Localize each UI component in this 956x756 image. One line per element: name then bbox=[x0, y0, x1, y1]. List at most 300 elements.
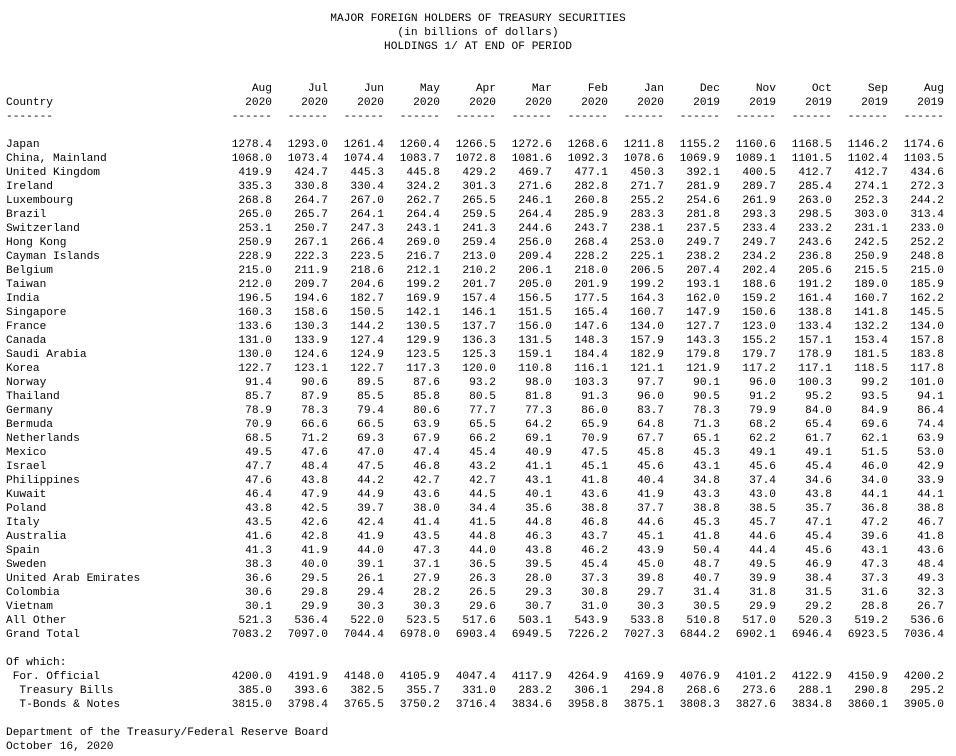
holding-value: 264.1 bbox=[350, 209, 384, 221]
holding-value: 43.1 bbox=[693, 461, 720, 473]
holding-value: 146.1 bbox=[462, 307, 496, 319]
holding-value: 385.0 bbox=[238, 685, 272, 697]
holding-value: 39.9 bbox=[749, 573, 776, 585]
holding-value: 30.5 bbox=[693, 601, 720, 613]
holding-value: 138.8 bbox=[798, 307, 832, 319]
holding-value: 43.8 bbox=[245, 503, 272, 515]
holding-value: 160.7 bbox=[630, 307, 664, 319]
holding-value: 40.0 bbox=[301, 559, 328, 571]
holding-value: 30.6 bbox=[245, 587, 272, 599]
country-name: Vietnam bbox=[6, 601, 53, 613]
holding-value: 123.5 bbox=[406, 349, 440, 361]
holding-value: 30.3 bbox=[357, 601, 384, 613]
holding-value: 97.7 bbox=[637, 377, 664, 389]
holding-value: 45.3 bbox=[693, 447, 720, 459]
holding-value: 45.8 bbox=[637, 447, 664, 459]
table-row bbox=[0, 558, 956, 572]
holding-value: 45.6 bbox=[749, 461, 776, 473]
holding-value: 45.1 bbox=[581, 461, 608, 473]
holding-value: 157.8 bbox=[910, 335, 944, 347]
holding-value: 46.8 bbox=[581, 517, 608, 529]
holding-value: 66.5 bbox=[357, 419, 384, 431]
holding-value: 303.0 bbox=[854, 209, 888, 221]
holding-value: 189.0 bbox=[854, 279, 888, 291]
holding-value: 132.2 bbox=[854, 321, 888, 333]
table-row bbox=[0, 600, 956, 614]
holding-value: 34.6 bbox=[805, 475, 832, 487]
table-row bbox=[0, 292, 956, 306]
holding-value: 260.8 bbox=[574, 195, 608, 207]
holding-value: 85.8 bbox=[413, 391, 440, 403]
holding-value: 6949.5 bbox=[511, 629, 552, 641]
holding-value: 30.3 bbox=[637, 601, 664, 613]
period-header-underline: ------ bbox=[847, 111, 888, 123]
holding-value: 4200.0 bbox=[231, 671, 272, 683]
holding-value: 90.5 bbox=[693, 391, 720, 403]
holding-value: 142.1 bbox=[406, 307, 440, 319]
holding-value: 188.6 bbox=[742, 279, 776, 291]
holding-value: 74.4 bbox=[917, 419, 944, 431]
table-row bbox=[0, 362, 956, 376]
holding-value: 38.8 bbox=[693, 503, 720, 515]
holding-value: 3827.6 bbox=[735, 699, 776, 711]
holding-value: 250.7 bbox=[294, 223, 328, 235]
holding-value: 254.6 bbox=[686, 195, 720, 207]
holding-value: 283.3 bbox=[630, 209, 664, 221]
holding-value: 264.4 bbox=[406, 209, 440, 221]
holding-value: 247.3 bbox=[350, 223, 384, 235]
holding-value: 249.7 bbox=[742, 237, 776, 249]
holding-value: 289.7 bbox=[742, 181, 776, 193]
holding-value: 429.2 bbox=[462, 167, 496, 179]
holding-value: 87.9 bbox=[301, 391, 328, 403]
holding-value: 210.2 bbox=[462, 265, 496, 277]
table-row bbox=[0, 166, 956, 180]
holding-value: 91.3 bbox=[581, 391, 608, 403]
holding-value: 117.8 bbox=[910, 363, 944, 375]
holding-value: 49.1 bbox=[805, 447, 832, 459]
sub-row-label: For. Official bbox=[6, 671, 100, 683]
holding-value: 222.3 bbox=[294, 251, 328, 263]
holding-value: 29.8 bbox=[301, 587, 328, 599]
holding-value: 69.1 bbox=[525, 433, 552, 445]
period-header-underline: ------ bbox=[903, 111, 944, 123]
holding-value: 393.6 bbox=[294, 685, 328, 697]
table-row bbox=[0, 572, 956, 586]
holding-value: 47.4 bbox=[413, 447, 440, 459]
holding-value: 213.0 bbox=[462, 251, 496, 263]
period-header-underline: ------ bbox=[623, 111, 664, 123]
holding-value: 269.0 bbox=[406, 237, 440, 249]
holding-value: 143.3 bbox=[686, 335, 720, 347]
holding-value: 68.5 bbox=[245, 433, 272, 445]
country-name: Philippines bbox=[6, 475, 80, 487]
country-name: Netherlands bbox=[6, 433, 80, 445]
holding-value: 67.7 bbox=[637, 433, 664, 445]
holding-value: 41.9 bbox=[637, 489, 664, 501]
holding-value: 90.6 bbox=[301, 377, 328, 389]
period-year-header: 2019 bbox=[749, 97, 776, 109]
holding-value: 67.9 bbox=[413, 433, 440, 445]
holding-value: 253.1 bbox=[238, 223, 272, 235]
table-row bbox=[0, 446, 956, 460]
holding-value: 331.0 bbox=[462, 685, 496, 697]
holding-value: 306.1 bbox=[574, 685, 608, 697]
holding-value: 236.8 bbox=[798, 251, 832, 263]
holding-value: 96.0 bbox=[749, 377, 776, 389]
holding-value: 44.8 bbox=[469, 531, 496, 543]
holding-value: 53.0 bbox=[917, 447, 944, 459]
holding-value: 419.9 bbox=[238, 167, 272, 179]
holding-value: 30.3 bbox=[413, 601, 440, 613]
holding-value: 36.8 bbox=[861, 503, 888, 515]
holding-value: 517.6 bbox=[462, 615, 496, 627]
holding-value: 69.3 bbox=[357, 433, 384, 445]
holding-value: 40.9 bbox=[525, 447, 552, 459]
holding-value: 137.7 bbox=[462, 321, 496, 333]
table-row bbox=[0, 376, 956, 390]
country-name: Sweden bbox=[6, 559, 47, 571]
holding-value: 125.3 bbox=[462, 349, 496, 361]
holding-value: 31.8 bbox=[749, 587, 776, 599]
holding-value: 66.2 bbox=[469, 433, 496, 445]
holding-value: 262.7 bbox=[406, 195, 440, 207]
holding-value: 47.3 bbox=[413, 545, 440, 557]
holding-value: 238.2 bbox=[686, 251, 720, 263]
holding-value: 131.0 bbox=[238, 335, 272, 347]
country-name: Germany bbox=[6, 405, 53, 417]
holding-value: 46.4 bbox=[245, 489, 272, 501]
holding-value: 150.5 bbox=[350, 307, 384, 319]
holding-value: 79.4 bbox=[357, 405, 384, 417]
holding-value: 77.3 bbox=[525, 405, 552, 417]
table-row bbox=[0, 502, 956, 516]
holding-value: 212.0 bbox=[238, 279, 272, 291]
holding-value: 1293.0 bbox=[287, 139, 328, 151]
holding-value: 313.4 bbox=[910, 209, 944, 221]
holding-value: 65.4 bbox=[805, 419, 832, 431]
holding-value: 264.4 bbox=[518, 209, 552, 221]
holding-value: 4122.9 bbox=[791, 671, 832, 683]
holding-value: 162.0 bbox=[686, 293, 720, 305]
period-month-header: Sep bbox=[867, 83, 888, 95]
country-name: Mexico bbox=[6, 447, 47, 459]
holding-value: 218.0 bbox=[574, 265, 608, 277]
holding-value: 84.9 bbox=[861, 405, 888, 417]
holding-value: 225.1 bbox=[630, 251, 664, 263]
holding-value: 33.9 bbox=[917, 475, 944, 487]
holding-value: 201.9 bbox=[574, 279, 608, 291]
holding-value: 39.5 bbox=[525, 559, 552, 571]
holding-value: 1155.2 bbox=[679, 139, 720, 151]
period-header-underline: ------ bbox=[567, 111, 608, 123]
holding-value: 26.1 bbox=[357, 573, 384, 585]
country-name: Cayman Islands bbox=[6, 251, 100, 263]
holding-value: 48.4 bbox=[917, 559, 944, 571]
period-year-header: 2019 bbox=[805, 97, 832, 109]
holding-value: 28.2 bbox=[413, 587, 440, 599]
holding-value: 46.0 bbox=[861, 461, 888, 473]
holding-value: 164.3 bbox=[630, 293, 664, 305]
holding-value: 46.3 bbox=[525, 531, 552, 543]
holding-value: 99.2 bbox=[861, 377, 888, 389]
holding-value: 477.1 bbox=[574, 167, 608, 179]
period-header-underline: ------ bbox=[511, 111, 552, 123]
holding-value: 77.7 bbox=[469, 405, 496, 417]
holding-value: 536.4 bbox=[294, 615, 328, 627]
holding-value: 84.0 bbox=[805, 405, 832, 417]
holding-value: 521.3 bbox=[238, 615, 272, 627]
period-month-header: Jul bbox=[307, 83, 328, 95]
period-year-header: 2020 bbox=[581, 97, 608, 109]
holding-value: 153.4 bbox=[854, 335, 888, 347]
holding-value: 177.5 bbox=[574, 293, 608, 305]
holding-value: 6923.5 bbox=[847, 629, 888, 641]
holding-value: 6903.4 bbox=[455, 629, 496, 641]
holding-value: 121.9 bbox=[686, 363, 720, 375]
period-month-header: Aug bbox=[923, 83, 944, 95]
holding-value: 44.9 bbox=[357, 489, 384, 501]
holding-value: 1272.6 bbox=[511, 139, 552, 151]
holding-value: 31.4 bbox=[693, 587, 720, 599]
holding-value: 26.7 bbox=[917, 601, 944, 613]
country-name: Italy bbox=[6, 517, 40, 529]
holding-value: 116.1 bbox=[574, 363, 608, 375]
holding-value: 267.0 bbox=[350, 195, 384, 207]
holding-value: 144.2 bbox=[350, 321, 384, 333]
table-row bbox=[0, 586, 956, 600]
period-month-header: Dec bbox=[699, 83, 720, 95]
holding-value: 469.7 bbox=[518, 167, 552, 179]
holding-value: 7027.3 bbox=[623, 629, 664, 641]
holding-value: 81.8 bbox=[525, 391, 552, 403]
country-name: Colombia bbox=[6, 587, 60, 599]
holding-value: 259.5 bbox=[462, 209, 496, 221]
holding-value: 3750.2 bbox=[399, 699, 440, 711]
table-row bbox=[0, 278, 956, 292]
holding-value: 29.6 bbox=[469, 601, 496, 613]
holding-value: 86.0 bbox=[581, 405, 608, 417]
holding-value: 256.0 bbox=[518, 237, 552, 249]
holding-value: 49.5 bbox=[749, 559, 776, 571]
country-name: Luxembourg bbox=[6, 195, 74, 207]
holding-value: 62.2 bbox=[749, 433, 776, 445]
holding-value: 445.3 bbox=[350, 167, 384, 179]
period-year-header: 2019 bbox=[917, 97, 944, 109]
holding-value: 4264.9 bbox=[567, 671, 608, 683]
holding-value: 255.2 bbox=[630, 195, 664, 207]
holding-value: 47.7 bbox=[245, 461, 272, 473]
period-month-header: Oct bbox=[811, 83, 832, 95]
holding-value: 169.9 bbox=[406, 293, 440, 305]
holding-value: 191.2 bbox=[798, 279, 832, 291]
country-name: Grand Total bbox=[6, 629, 80, 641]
holding-value: 4117.9 bbox=[511, 671, 552, 683]
holding-value: 123.0 bbox=[742, 321, 776, 333]
holding-value: 43.8 bbox=[525, 545, 552, 557]
holding-value: 228.9 bbox=[238, 251, 272, 263]
country-name: Singapore bbox=[6, 307, 67, 319]
country-name: Israel bbox=[6, 461, 47, 473]
holding-value: 117.1 bbox=[798, 363, 832, 375]
holding-value: 248.8 bbox=[910, 251, 944, 263]
holding-value: 182.7 bbox=[350, 293, 384, 305]
holding-value: 134.0 bbox=[630, 321, 664, 333]
country-name: Thailand bbox=[6, 391, 60, 403]
holding-value: 66.6 bbox=[301, 419, 328, 431]
holding-value: 124.6 bbox=[294, 349, 328, 361]
holding-value: 156.5 bbox=[518, 293, 552, 305]
holding-value: 31.5 bbox=[805, 587, 832, 599]
table-row bbox=[0, 670, 956, 684]
holding-value: 249.7 bbox=[686, 237, 720, 249]
holding-value: 162.2 bbox=[910, 293, 944, 305]
holding-value: 91.4 bbox=[245, 377, 272, 389]
table-row bbox=[0, 684, 956, 698]
holding-value: 7036.4 bbox=[903, 629, 944, 641]
holding-value: 233.0 bbox=[910, 223, 944, 235]
holding-value: 41.9 bbox=[301, 545, 328, 557]
holding-value: 3875.1 bbox=[623, 699, 664, 711]
holding-value: 31.0 bbox=[581, 601, 608, 613]
holding-value: 45.0 bbox=[637, 559, 664, 571]
period-year-header: 2020 bbox=[413, 97, 440, 109]
holding-value: 41.6 bbox=[245, 531, 272, 543]
holding-value: 40.7 bbox=[693, 573, 720, 585]
holding-value: 206.1 bbox=[518, 265, 552, 277]
holding-value: 238.1 bbox=[630, 223, 664, 235]
holding-value: 65.1 bbox=[693, 433, 720, 445]
holding-value: 30.8 bbox=[581, 587, 608, 599]
holding-value: 49.5 bbox=[245, 447, 272, 459]
holding-value: 41.8 bbox=[693, 531, 720, 543]
holding-value: 1261.4 bbox=[343, 139, 384, 151]
holding-value: 45.6 bbox=[805, 545, 832, 557]
holding-value: 101.0 bbox=[910, 377, 944, 389]
holding-value: 330.8 bbox=[294, 181, 328, 193]
holding-value: 1074.4 bbox=[343, 153, 384, 165]
holding-value: 100.3 bbox=[798, 377, 832, 389]
holding-value: 44.4 bbox=[749, 545, 776, 557]
period-year-header: 2020 bbox=[469, 97, 496, 109]
holding-value: 261.9 bbox=[742, 195, 776, 207]
holding-value: 44.6 bbox=[637, 517, 664, 529]
holding-value: 145.5 bbox=[910, 307, 944, 319]
holding-value: 6978.0 bbox=[399, 629, 440, 641]
holding-value: 265.5 bbox=[462, 195, 496, 207]
holding-value: 282.8 bbox=[574, 181, 608, 193]
holding-value: 26.5 bbox=[469, 587, 496, 599]
holding-value: 39.7 bbox=[357, 503, 384, 515]
holding-value: 38.4 bbox=[805, 573, 832, 585]
holding-value: 324.2 bbox=[406, 181, 440, 193]
holding-value: 301.3 bbox=[462, 181, 496, 193]
holding-value: 30.7 bbox=[525, 601, 552, 613]
table-row bbox=[0, 208, 956, 222]
holding-value: 89.5 bbox=[357, 377, 384, 389]
holding-value: 215.0 bbox=[238, 265, 272, 277]
holding-value: 434.6 bbox=[910, 167, 944, 179]
holding-value: 271.6 bbox=[518, 181, 552, 193]
holding-value: 158.6 bbox=[294, 307, 328, 319]
holding-value: 39.1 bbox=[357, 559, 384, 571]
holding-value: 127.4 bbox=[350, 335, 384, 347]
holding-value: 37.3 bbox=[861, 573, 888, 585]
holding-value: 68.2 bbox=[749, 419, 776, 431]
holding-value: 85.7 bbox=[245, 391, 272, 403]
holding-value: 3834.8 bbox=[791, 699, 832, 711]
holding-value: 3798.4 bbox=[287, 699, 328, 711]
holding-value: 335.3 bbox=[238, 181, 272, 193]
holding-value: 233.4 bbox=[742, 223, 776, 235]
holding-value: 252.2 bbox=[910, 237, 944, 249]
holding-value: 1092.3 bbox=[567, 153, 608, 165]
holding-value: 543.9 bbox=[574, 615, 608, 627]
holding-value: 4101.2 bbox=[735, 671, 776, 683]
table-row bbox=[0, 614, 956, 628]
holding-value: 199.2 bbox=[406, 279, 440, 291]
holding-value: 43.7 bbox=[581, 531, 608, 543]
holding-value: 211.9 bbox=[294, 265, 328, 277]
table-row bbox=[0, 530, 956, 544]
report-subtitle: HOLDINGS 1/ AT END OF PERIOD bbox=[384, 41, 572, 53]
country-name: Hong Kong bbox=[6, 237, 67, 249]
country-name: Saudi Arabia bbox=[6, 349, 87, 361]
holding-value: 46.9 bbox=[805, 559, 832, 571]
holding-value: 204.6 bbox=[350, 279, 384, 291]
holding-value: 29.7 bbox=[637, 587, 664, 599]
holding-value: 41.9 bbox=[357, 531, 384, 543]
holding-value: 28.0 bbox=[525, 573, 552, 585]
holding-value: 294.8 bbox=[630, 685, 664, 697]
holding-value: 285.4 bbox=[798, 181, 832, 193]
holding-value: 1268.6 bbox=[567, 139, 608, 151]
holding-value: 42.5 bbox=[301, 503, 328, 515]
holding-value: 29.9 bbox=[749, 601, 776, 613]
holding-value: 44.5 bbox=[469, 489, 496, 501]
holding-value: 185.9 bbox=[910, 279, 944, 291]
period-month-header: Jun bbox=[363, 83, 384, 95]
holding-value: 268.6 bbox=[686, 685, 720, 697]
holding-value: 237.5 bbox=[686, 223, 720, 235]
holding-value: 47.6 bbox=[245, 475, 272, 487]
holding-value: 147.9 bbox=[686, 307, 720, 319]
holding-value: 122.7 bbox=[350, 363, 384, 375]
holding-value: 127.7 bbox=[686, 321, 720, 333]
holding-value: 43.0 bbox=[749, 489, 776, 501]
country-name: Norway bbox=[6, 377, 47, 389]
holding-value: 28.8 bbox=[861, 601, 888, 613]
holding-value: 65.9 bbox=[581, 419, 608, 431]
period-header-underline: ------ bbox=[399, 111, 440, 123]
holding-value: 520.3 bbox=[798, 615, 832, 627]
holding-value: 133.9 bbox=[294, 335, 328, 347]
holding-value: 43.1 bbox=[525, 475, 552, 487]
holding-value: 117.2 bbox=[742, 363, 776, 375]
holding-value: 181.5 bbox=[854, 349, 888, 361]
sub-row-label: Treasury Bills bbox=[6, 685, 114, 697]
holding-value: 37.1 bbox=[413, 559, 440, 571]
holding-value: 207.4 bbox=[686, 265, 720, 277]
holding-value: 209.4 bbox=[518, 251, 552, 263]
period-month-header: May bbox=[419, 83, 440, 95]
holding-value: 252.3 bbox=[854, 195, 888, 207]
holding-value: 412.7 bbox=[798, 167, 832, 179]
holding-value: 259.4 bbox=[462, 237, 496, 249]
holding-value: 148.3 bbox=[574, 335, 608, 347]
table-row bbox=[0, 348, 956, 362]
holding-value: 330.4 bbox=[350, 181, 384, 193]
